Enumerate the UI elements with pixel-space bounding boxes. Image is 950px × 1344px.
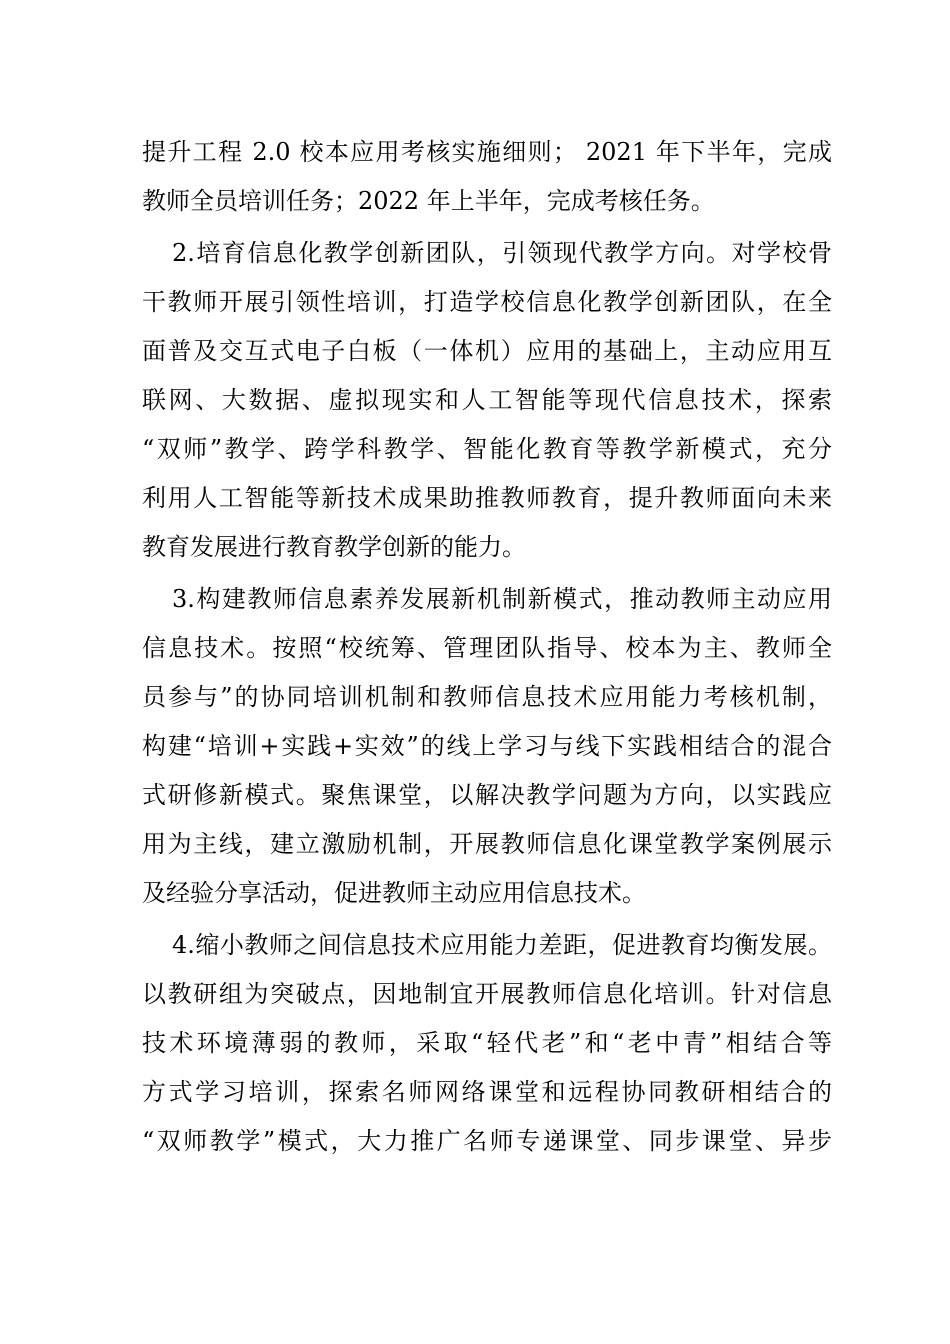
paragraph-line: “双师”教学、跨学科教学、智能化教育等教学新模式，充分 (142, 435, 832, 463)
paragraph-2 (142, 229, 832, 572)
paragraph-line: 联网、大数据、虚拟现实和人工智能等现代信息技术，探索 (142, 386, 832, 414)
paragraph-line: 式研修新模式。聚焦课堂，以解决教学问题为方向，以实践应 (142, 781, 832, 809)
paragraph-line: 3.构建教师信息素养发展新机制新模式，推动教师主动应用 (172, 585, 832, 613)
paragraph-3 (142, 575, 832, 918)
paragraph-line: 教师全员培训任务；2022 年上半年，完成考核任务。 (142, 187, 715, 215)
paragraph-line: 方式学习培训，探索名师网络课堂和远程协同教研相结合的 (142, 1078, 832, 1106)
paragraph-line: 4.缩小教师之间信息技术应用能力差距，促进教育均衡发展。 (172, 931, 832, 959)
paragraph-line: “双师教学”模式，大力推广名师专递课堂、同步课堂、异步 (142, 1127, 832, 1155)
paragraph-line: 利用人工智能等新技术成果助推教师教育，提升教师面向未来 (142, 484, 832, 512)
paragraph-line: 及经验分享活动，促进教师主动应用信息技术。 (142, 879, 646, 907)
paragraph-line: 2.培育信息化教学创新团队，引领现代教学方向。对学校骨 (172, 239, 832, 267)
document-body (142, 128, 832, 1166)
paragraph-line: 提升工程 2.0 校本应用考核实施细则； 2021 年下半年，完成 (142, 138, 832, 166)
paragraph-line: 干教师开展引领性培训，打造学校信息化教学创新团队，在全 (142, 288, 832, 316)
paragraph-4 (142, 921, 832, 1166)
paragraph-line: 用为主线，建立激励机制，开展教师信息化课堂教学案例展示 (142, 830, 832, 858)
paragraph-line: 技术环境薄弱的教师，采取“轻代老”和“老中青”相结合等 (142, 1029, 832, 1057)
paragraph-line: 教育发展进行教育教学创新的能力。 (142, 533, 526, 561)
paragraph-1 (142, 128, 832, 226)
paragraph-line: 构建“培训+实践+实效”的线上学习与线下实践相结合的混合 (142, 732, 832, 760)
paragraph-line: 以教研组为突破点，因地制宜开展教师信息化培训。针对信息 (142, 980, 832, 1008)
paragraph-line: 信息技术。按照“校统筹、管理团队指导、校本为主、教师全 (142, 634, 832, 662)
paragraph-line: 面普及交互式电子白板（一体机）应用的基础上，主动应用互 (142, 337, 832, 365)
paragraph-line: 员参与”的协同培训机制和教师信息技术应用能力考核机制， (142, 683, 832, 711)
